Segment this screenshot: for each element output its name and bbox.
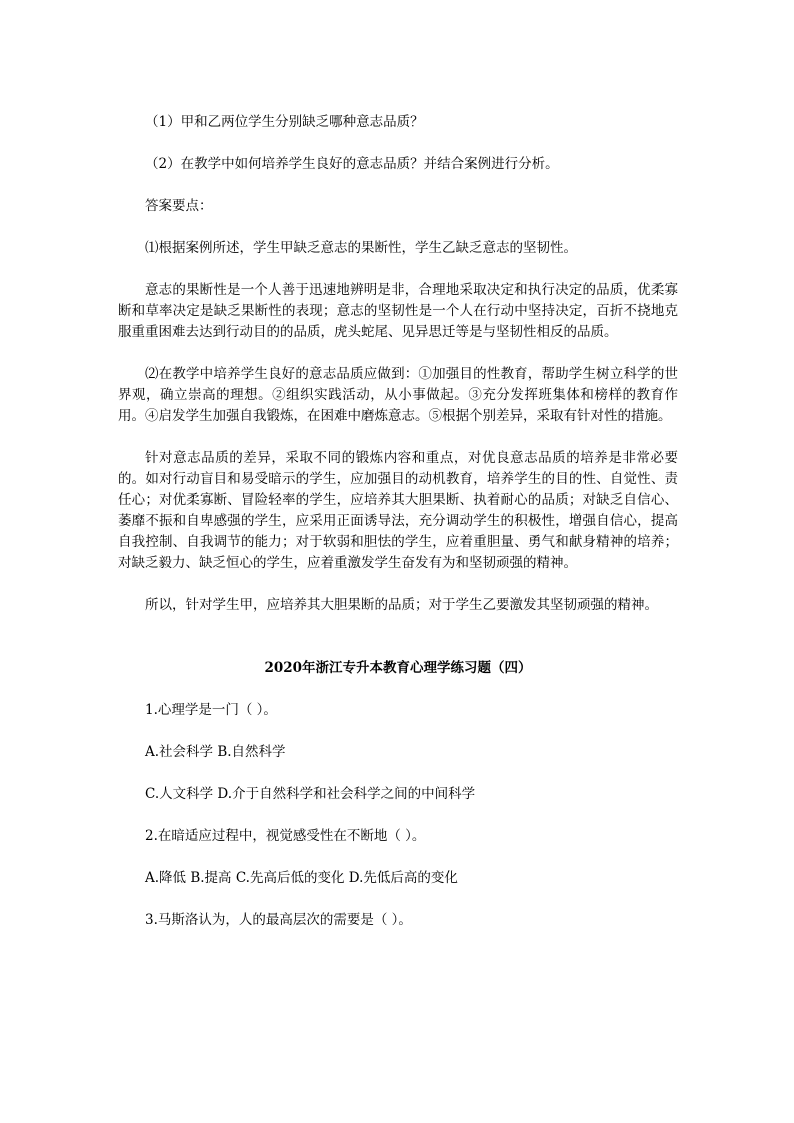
question-1: （1）甲和乙两位学生分别缺乏哪种意志品质？ xyxy=(145,114,424,130)
mcq-1-options-cd: C.人文科学 D.介于自然科学和社会科学之间的中间科学 xyxy=(145,786,476,802)
mcq-1-options-ab: A.社会科学 B.自然科学 xyxy=(145,744,286,760)
mcq-1-stem: 1.心理学是一门（ ）。 xyxy=(145,702,277,718)
mcq-2-options: A.降低 B.提高 C.先高后低的变化 D.先低后高的变化 xyxy=(145,870,458,886)
answer-2: ⑵在教学中培养学生良好的意志品质应做到：①加强目的性教育，帮助学生树立科学的世界观，确立崇高的理想。②组织实践活动，从小事做起。③充分发挥班集体和榜样的教育作用。④启发学生加强自我锻炼，在困难中磨炼意志。⑤根据个别差异，采取有针对性的措施。 xyxy=(118,366,678,424)
question-2: （2）在教学中如何培养学生良好的意志品质？并结合案例进行分析。 xyxy=(145,156,559,172)
answer-1-detail: 意志的果断性是一个人善于迅速地辨明是非，合理地采取决定和执行决定的品质，优柔寡断和草率决定是缺乏果断性的表现；意志的坚韧性是一个人在行动中坚持决定，百折不挠地克服重重困难去达到行动目的的品质，虎头蛇尾、见异思迁等是与坚韧性相反的品质。 xyxy=(118,282,678,340)
document-page xyxy=(118,112,678,931)
answer-conclusion: 所以，针对学生甲，应培养其大胆果断的品质；对于学生乙要激发其坚韧顽强的精神。 xyxy=(145,597,658,613)
mcq-2-stem: 2.在暗适应过程中，视觉感受性在不断地（ ）。 xyxy=(145,828,426,844)
answer-1: ⑴根据案例所述，学生甲缺乏意志的果断性，学生乙缺乏意志的坚韧性。 xyxy=(145,240,577,256)
answer-2-detail: 针对意志品质的差异，采取不同的锻炼内容和重点，对优良意志品质的培养是非常必要的。如对行动盲目和易受暗示的学生，应加强目的动机教育，培养学生的目的性、自觉性、责任心；对优柔寡断、冒险轻率的学生，应培养其大胆果断、执着耐心的品质；对缺乏自信心、萎靡不振和自卑感强的学生，应采用正面诱导法，充分调动学生的积极性，增强自信心，提高自我控制、自我调节的能力；对于软弱和胆怯的学生，应着重胆量、勇气和献身精神的培养；对缺乏毅力、缺乏恒心的学生，应着重激发学生奋发有为和坚韧顽强的精神。 xyxy=(118,450,678,571)
section-title: 2020年浙江专升本教育心理学练习题（四） xyxy=(264,660,532,676)
answer-heading: 答案要点： xyxy=(145,198,213,214)
mcq-3-stem: 3.马斯洛认为，人的最高层次的需要是（ ）。 xyxy=(145,912,412,928)
